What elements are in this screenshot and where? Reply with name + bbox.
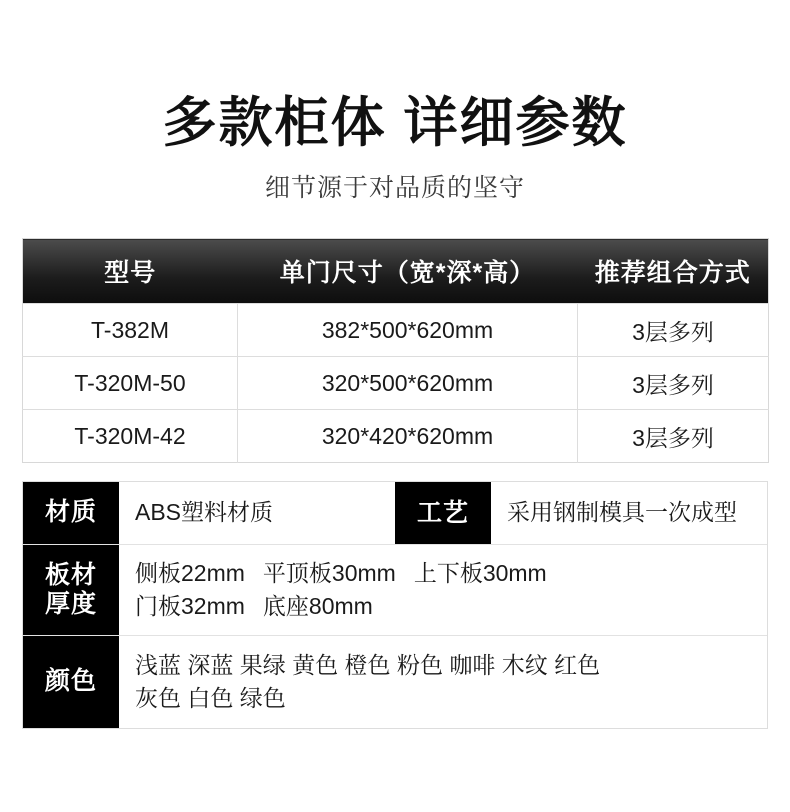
detail-row-color [23,636,767,728]
column-header-model: 型号 [23,239,238,304]
value-craft: 采用钢制模具一次成型 [507,499,737,526]
cell-model: T-320M-50 [23,357,238,410]
detail-row-material [23,482,767,545]
color-line-1: 浅蓝 深蓝 果绿 黄色 橙色 粉色 咖啡 木纹 红色 [135,651,601,678]
cell-size: 320*420*620mm [238,410,578,463]
label-color: 颜色 [23,636,119,728]
thickness-top-panel: 平顶板30mm [262,559,396,586]
thickness-side-panel: 侧板22mm [135,559,245,586]
column-header-combo: 推荐组合方式 [578,239,769,304]
cell-size: 320*500*620mm [238,357,578,410]
detail-box [22,481,768,729]
page-subtitle: 细节源于对品质的坚守 [264,174,525,203]
detail-row-thickness [23,545,767,636]
label-thickness-line2: 厚度 [44,590,97,619]
thickness-door-panel: 门板32mm [135,593,245,620]
label-craft: 工艺 [395,482,491,544]
value-material-craft [119,482,767,544]
cell-combo: 3层多列 [578,357,769,410]
value-color [119,636,767,728]
thickness-base: 底座80mm [262,593,373,620]
label-thickness-line1: 板材 [44,560,97,589]
column-header-size: 单门尺寸（宽*深*高） [238,239,578,304]
thickness-line-1 [135,557,751,590]
heading-block [0,0,790,204]
page-title: 多款柜体 详细参数 [162,93,628,153]
color-line-2: 灰色 白色 绿色 [135,685,286,712]
value-thickness [119,545,767,635]
value-material: ABS塑料材质 [135,499,274,526]
cell-model: T-320M-42 [23,410,238,463]
label-material: 材质 [23,482,119,544]
table-header-row [23,239,769,304]
table-row [23,304,769,357]
table-row [23,410,769,463]
cell-combo: 3层多列 [578,304,769,357]
cell-combo: 3层多列 [578,410,769,463]
cell-model: T-382M [23,304,238,357]
thickness-updown-panel: 上下板30mm [413,559,547,586]
thickness-line-2 [135,590,751,623]
spec-table [22,238,769,463]
cell-size: 382*500*620mm [238,304,578,357]
table-row [23,357,769,410]
label-thickness [23,545,119,635]
